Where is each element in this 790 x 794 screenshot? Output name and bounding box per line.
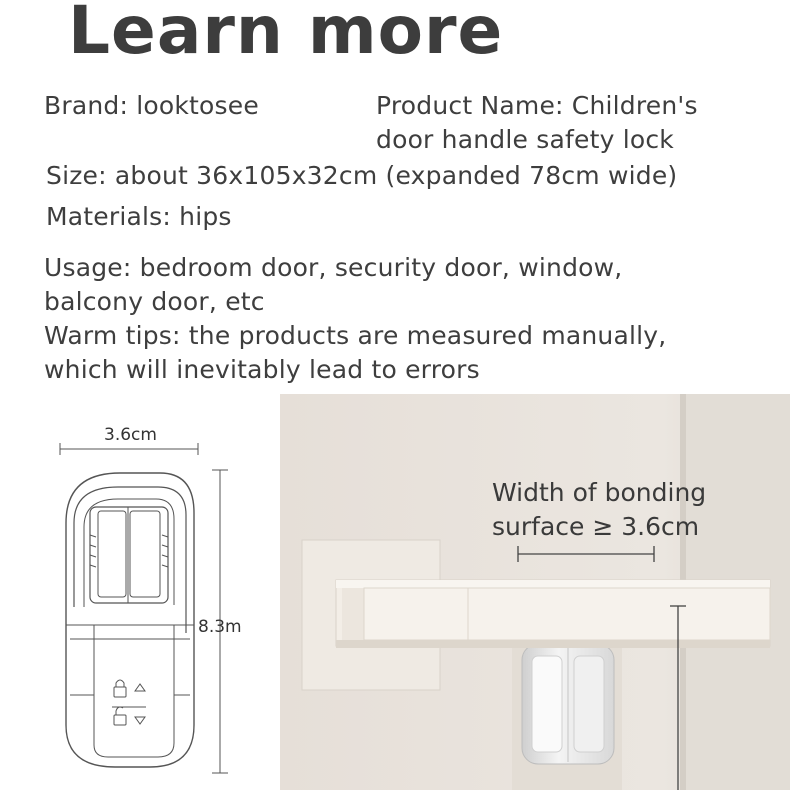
down-arrow-icon — [135, 717, 145, 724]
bonding-annotation-line-1: Width of bonding — [492, 478, 707, 507]
height-label: 8.3m — [198, 617, 242, 637]
lock-dimension-diagram — [0, 395, 280, 790]
locked-padlock-icon — [114, 687, 126, 697]
lock-line-drawing — [0, 395, 280, 790]
usage-line-2: balcony door, etc — [44, 287, 265, 316]
brand-text: Brand: looktosee — [44, 91, 259, 120]
clamp-block — [90, 507, 168, 603]
materials-text: Materials: hips — [46, 202, 232, 231]
width-label: 3.6cm — [104, 425, 157, 445]
usage-line-1: Usage: bedroom door, security door, window, — [44, 253, 623, 282]
tips-line-1: Warm tips: the products are measured manually, — [44, 321, 667, 350]
bonding-annotation-line-2: surface ≥ 3.6cm — [492, 512, 700, 541]
tips-line-2: which will inevitably lead to errors — [44, 355, 480, 384]
size-text: Size: about 36x105x32cm (expanded 78cm wide) — [46, 161, 678, 190]
product-name-line-2: door handle safety lock — [376, 125, 674, 154]
door-handle-scene — [280, 394, 790, 790]
unlocked-padlock-icon — [114, 715, 126, 725]
page-title: Learn more — [68, 0, 504, 69]
product-name-line-1: Product Name: Children's — [376, 91, 698, 120]
product-photo — [280, 394, 790, 790]
up-arrow-icon — [135, 684, 145, 691]
